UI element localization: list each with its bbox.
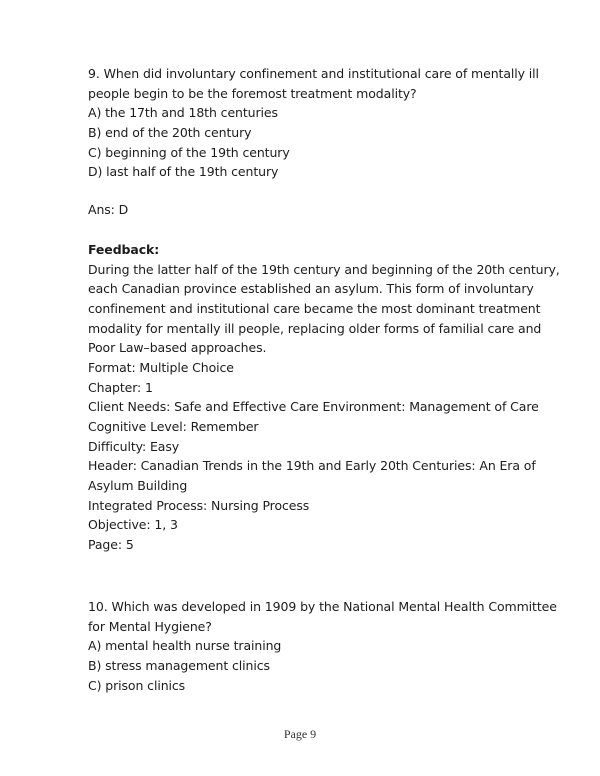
- page-content: [88, 64, 560, 695]
- meta-client-needs: Client Needs: Safe and Effective Care Environment: Management of Care: [88, 399, 539, 415]
- question-10-option-a: A) mental health nurse training: [88, 638, 282, 654]
- question-9-option-d: D) last half of the 19th century: [88, 164, 279, 180]
- spacer: [88, 182, 560, 200]
- feedback-line-5: Poor Law–based approaches.: [88, 340, 267, 356]
- question-9-option-c: C) beginning of the 19th century: [88, 144, 290, 160]
- meta-difficulty: Difficulty: Easy: [88, 438, 180, 454]
- meta-cognitive-level: Cognitive Level: Remember: [88, 419, 259, 434]
- feedback-label: Feedback:: [88, 241, 160, 257]
- spacer: [88, 220, 560, 240]
- page-footer: Page 9: [283, 727, 317, 741]
- feedback-line-1: During the latter half of the 19th century and beginning of the 20th century,: [88, 261, 560, 277]
- meta-page: Page: 5: [88, 537, 134, 553]
- question-10-option-b: B) stress management clinics: [88, 657, 270, 673]
- meta-objective: Objective: 1, 3: [88, 517, 178, 533]
- question-9-stem-line-2: people begin to be the foremost treatment modality?: [88, 85, 417, 101]
- question-10-stem-line-1: 10. Which was developed in 1909 by the National Mental Health Committee: [88, 598, 557, 614]
- meta-format: Format: Multiple Choice: [88, 359, 234, 375]
- meta-header-line-1: Header: Canadian Trends in the 19th and Early 20th Centuries: An Era of: [88, 458, 536, 474]
- meta-chapter: Chapter: 1: [88, 379, 153, 395]
- question-10-option-c: C) prison clinics: [88, 677, 186, 693]
- feedback-line-4: modality for mentally ill people, replacing older forms of familial care and: [88, 320, 542, 336]
- meta-integrated-process: Integrated Process: Nursing Process: [88, 497, 310, 513]
- question-9-option-a: A) the 17th and 18th centuries: [88, 105, 278, 121]
- spacer: [88, 555, 560, 597]
- feedback-line-3: confinement and institutional care became the most dominant treatment: [88, 300, 541, 316]
- question-10-stem-line-2: for Mental Hygiene?: [88, 618, 212, 634]
- question-9-option-b: B) end of the 20th century: [88, 125, 252, 141]
- question-9-stem-line-1: 9. When did involuntary confinement and institutional care of mentally ill: [88, 66, 539, 81]
- meta-header-line-2: Asylum Building: [88, 478, 188, 494]
- question-9-answer: Ans: D: [88, 202, 129, 218]
- feedback-line-2: each Canadian province established an asylum. This form of involuntary: [88, 281, 534, 297]
